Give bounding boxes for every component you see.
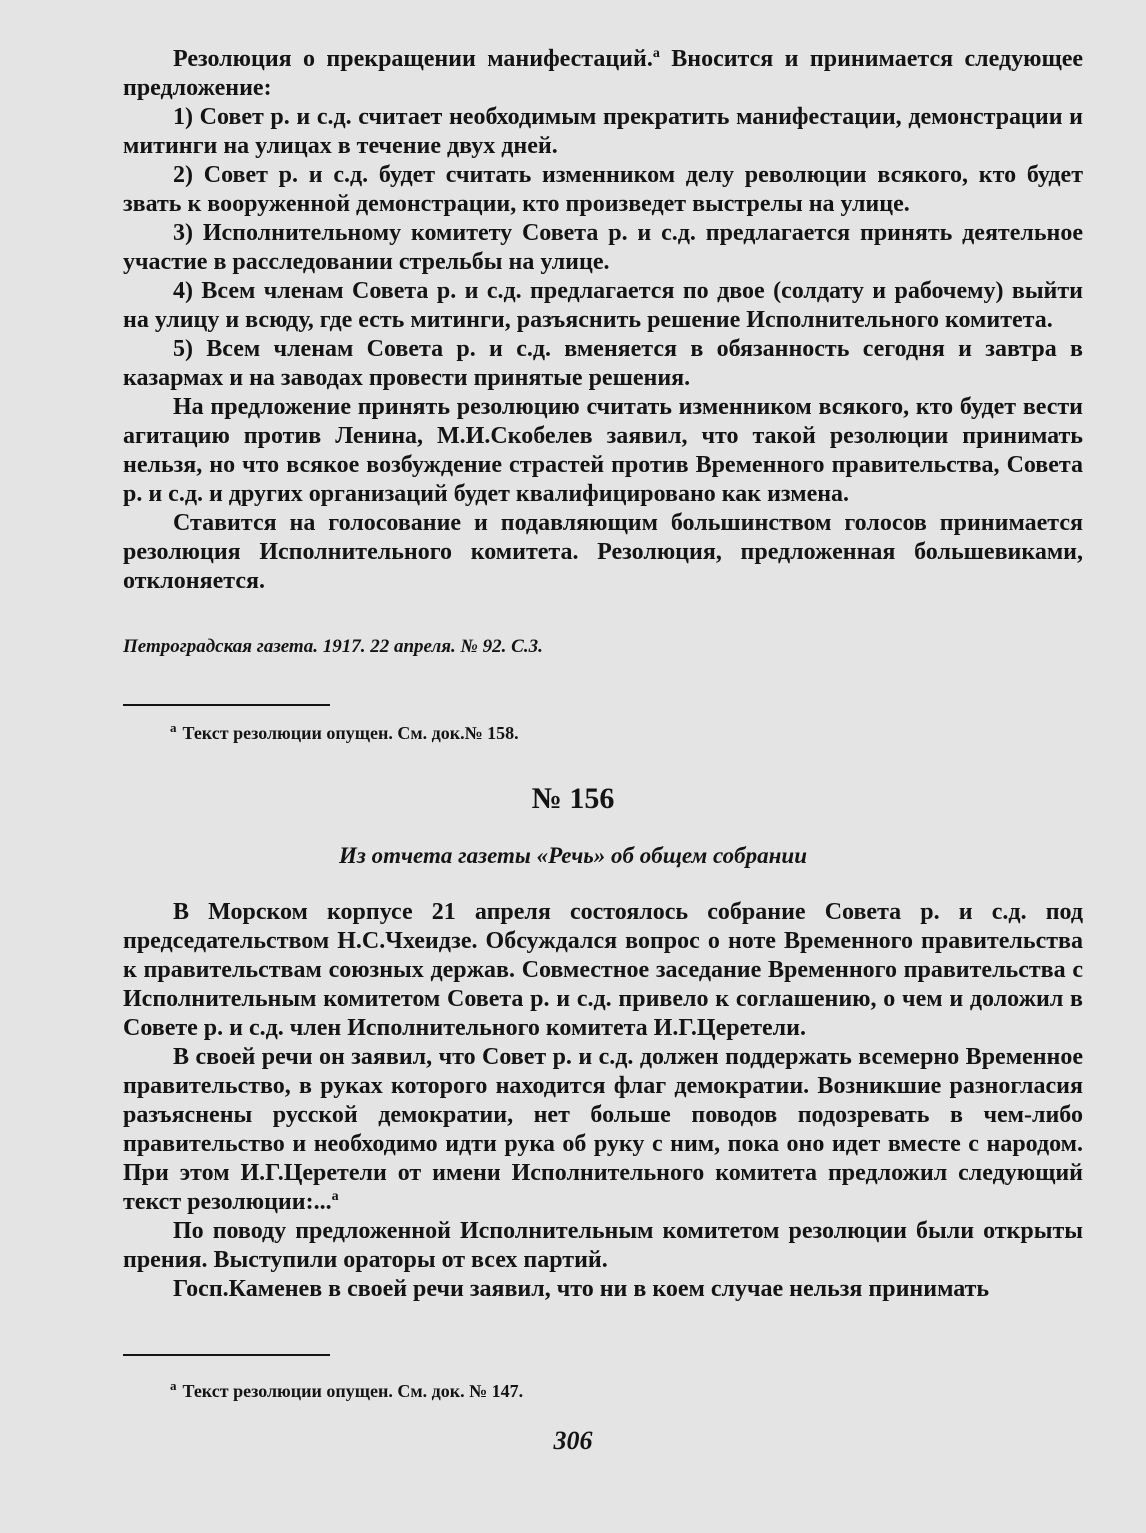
footnote-1: $^а$ Текст резолюции опущен. См. док.№ 158. bbox=[170, 720, 519, 743]
footnote-divider bbox=[123, 1354, 330, 1356]
paragraph: По поводу предложенной Исполнительным комитетом резолюции были открыты прения. Выступили ораторы от всех партий. bbox=[123, 1218, 1083, 1273]
paragraph-vote: Ставится на голосование и подавляющим большинством голосов принимается резолюция Исполнительного комитета. Резолюция, предложенная большевиками, отклоняется. bbox=[123, 510, 1083, 594]
resolution-item: 2) Совет р. и с.д. будет считать изменником делу революции всякого, кто будет звать к вооруженной демонстрации, кто произведет выстрелы на улице. bbox=[123, 162, 1083, 217]
paragraph: В своей речи он заявил, что Совет р. и с.д. должен поддержать всемерно Временное правительство, в руках которого находится флаг демократии. Возникшие разногласия разъяснены русской демократии, нет больше поводов подозревать в чем-либо правительство и необходимо идти рука об руку с ним, пока оно идет вместе с народом. При этом И.Г.Церетели от имени Исполнительного комитета предложил следующий текст резолюции:...$^а$ bbox=[123, 1044, 1083, 1215]
resolution-section bbox=[123, 45, 1083, 596]
paragraph-skobelev: На предложение принять резолюцию считать изменником всякого, кто будет вести агитацию против Ленина, М.И.Скобелев заявил, что такой резолюции принимать нельзя, но что всякое возбуждение страстей против Временного правительства, Совета р. и с.д. и других организаций будет квалифицировано как измена. bbox=[123, 394, 1083, 507]
resolution-item: 5) Всем членам Совета р. и с.д. вменяется в обязанность сегодня и завтра в казармах и на заводах провести принятые решения. bbox=[123, 336, 1083, 391]
resolution-item: 3) Исполнительному комитету Совета р. и с.д. предлагается принять деятельное участие в расследовании стрельбы на улице. bbox=[123, 220, 1083, 275]
resolution-item: 4) Всем членам Совета р. и с.д. предлагается по двое (солдату и рабочему) выйти на улицу и всюду, где есть митинги, разъяснить решение Исполнительного комитета. bbox=[123, 278, 1083, 333]
document-body bbox=[123, 898, 1083, 1304]
footnote-marker: а bbox=[170, 720, 177, 735]
document-number: № 156 bbox=[531, 782, 615, 815]
footnote-marker: а bbox=[331, 1189, 339, 1204]
footnote-divider bbox=[123, 704, 330, 706]
paragraph: Госп.Каменев в своей речи заявил, что ни в коем случае нельзя принимать bbox=[173, 1276, 990, 1302]
footnote-marker: а bbox=[170, 1378, 177, 1393]
source-citation: Петроградская газета. 1917. 22 апреля. № 92. С.3. bbox=[123, 636, 543, 657]
document-title: Из отчета газеты «Речь» об общем собрании bbox=[338, 843, 808, 868]
paragraph: В Морском корпусе 21 апреля состоялось собрание Совета р. и с.д. под председательством Н.С.Чхеидзе. Обсуждался вопрос о ноте Временного правительства к правительствам союзных держав. Совместное заседание Временного правительства с Исполнительным комитетом Совета р. и с.д. привело к соглашению, о чем и доложил в Совете р. и с.д. член Исполнительного комитета И.Г.Церетели. bbox=[123, 899, 1083, 1041]
footnote-2: $^а$ Текст резолюции опущен. См. док. № 147. bbox=[170, 1378, 524, 1401]
resolution-item: 1) Совет р. и с.д. считает необходимым прекратить манифестации, демонстрации и митинги на улицах в течение двух дней. bbox=[123, 104, 1083, 159]
resolution-intro: Резолюция о прекращении манифестаций.$^а$ Вносится и принимается следующее предложение: bbox=[123, 46, 1084, 101]
page-number: 306 bbox=[553, 1426, 593, 1455]
footnote-marker: а bbox=[652, 46, 660, 61]
